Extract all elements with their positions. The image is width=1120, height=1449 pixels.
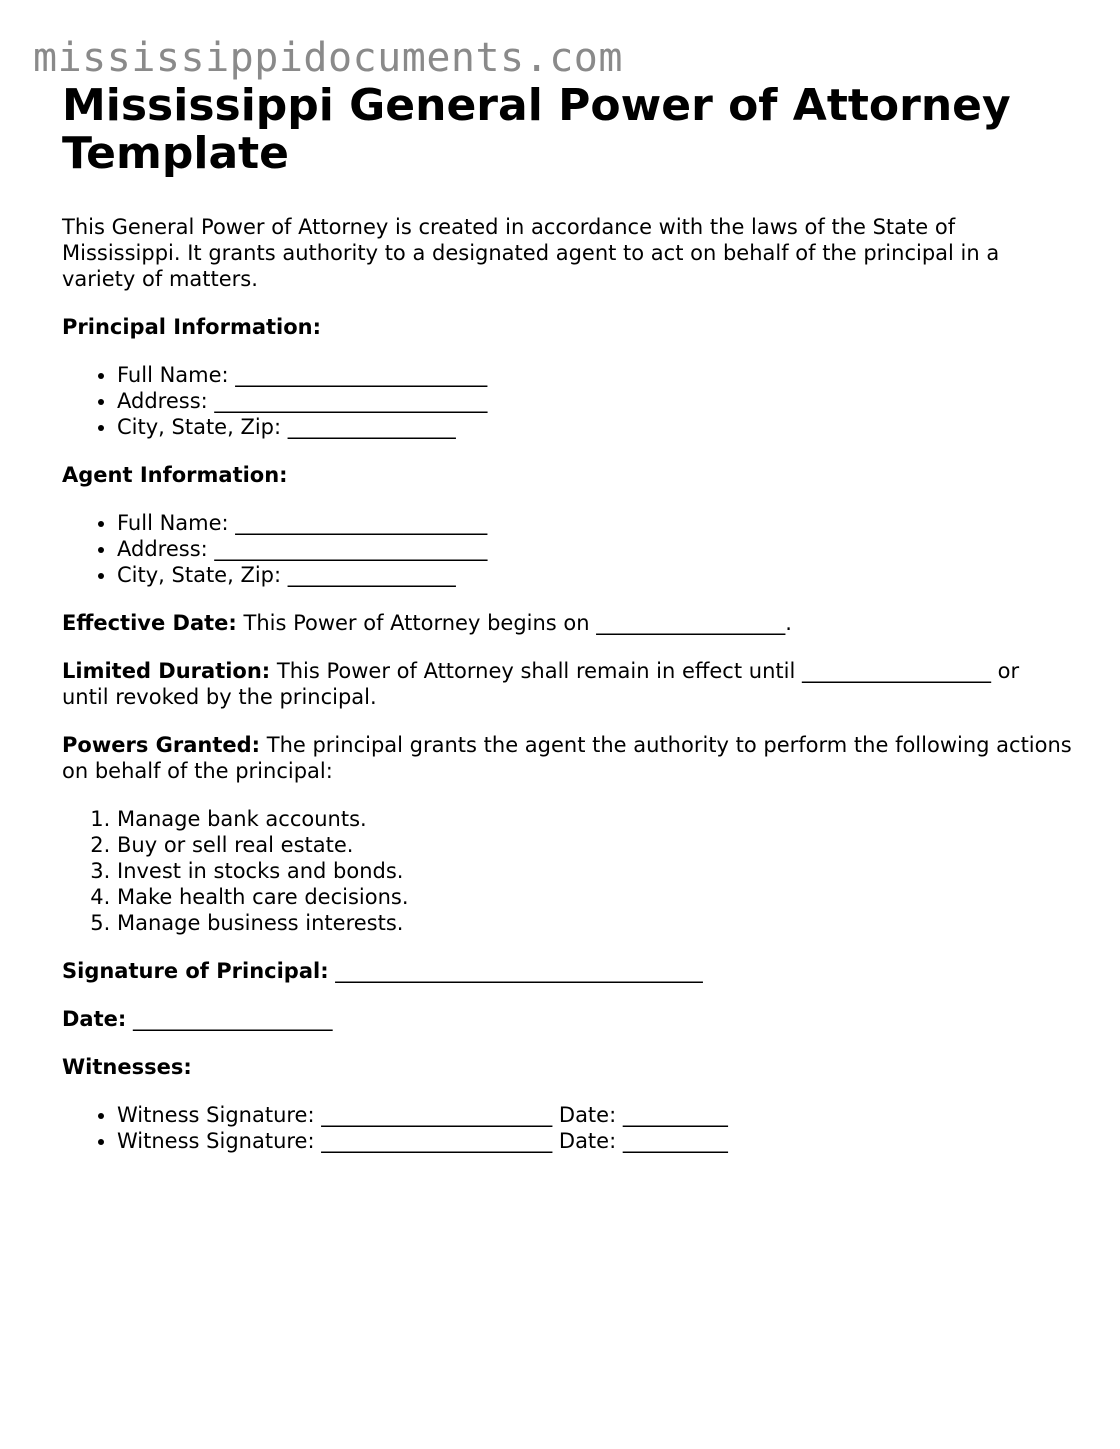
document-title: Mississippi General Power of Attorney Template xyxy=(62,80,1011,179)
agent-fields-list xyxy=(62,510,1072,588)
agent-full-name-field: • Full Name: ________________________ xyxy=(117,510,1072,536)
powers-granted-label: Powers Granted: xyxy=(62,733,261,757)
date-line xyxy=(62,1006,1072,1032)
agent-address-field: • Address: __________________________ xyxy=(117,536,1072,562)
principal-address-field: • Address: __________________________ xyxy=(117,388,1072,414)
power-item: 4. Make health care decisions. xyxy=(117,884,1072,910)
date-blank: ___________________ xyxy=(126,1007,333,1031)
principal-full-name-field: • Full Name: ________________________ xyxy=(117,362,1072,388)
principal-signature-label: Signature of Principal: xyxy=(62,959,329,983)
date-label: Date: xyxy=(62,1007,127,1031)
powers-list xyxy=(62,806,1072,936)
principal-city-state-zip-field: • City, State, Zip: ________________ xyxy=(117,414,1072,440)
principal-fields-list xyxy=(62,362,1072,440)
agent-heading: Agent Information: xyxy=(62,463,288,487)
document-page xyxy=(62,82,1072,1154)
limited-duration-label: Limited Duration: xyxy=(62,659,271,683)
effective-date-paragraph xyxy=(62,610,1072,636)
powers-granted-text: The principal grants the agent the authority to perform the following actions on behalf of the principal: xyxy=(62,733,1072,783)
agent-city-state-zip-field: • City, State, Zip: ________________ xyxy=(117,562,1072,588)
principal-heading: Principal Information: xyxy=(62,315,322,339)
witnesses-heading: Witnesses: xyxy=(62,1055,192,1079)
power-item: 1. Manage bank accounts. xyxy=(117,806,1072,832)
power-item: 5. Manage business interests. xyxy=(117,910,1072,936)
principal-signature-blank: ___________________________________ xyxy=(328,959,703,983)
principal-signature-line xyxy=(62,958,1072,984)
powers-granted-paragraph xyxy=(62,732,1072,784)
effective-date-label: Effective Date: xyxy=(62,611,237,635)
intro-paragraph: This General Power of Attorney is created in accordance with the laws of the State of Mississippi. It grants authority to a designated agent to act on behalf of the principal in a variety of matters. xyxy=(62,215,1000,291)
power-item: 2. Buy or sell real estate. xyxy=(117,832,1072,858)
site-watermark: mississippidocuments.com xyxy=(33,35,623,81)
effective-date-text: This Power of Attorney begins on __________________. xyxy=(236,611,792,635)
limited-duration-paragraph xyxy=(62,658,1072,710)
limited-duration-text: This Power of Attorney shall remain in effect until __________________ or until revoked by the principal. xyxy=(62,659,1020,709)
power-item: 3. Invest in stocks and bonds. xyxy=(117,858,1072,884)
witness-signature-line: • Witness Signature: ______________________ Date: __________ xyxy=(117,1102,1072,1128)
witnesses-list xyxy=(62,1102,1072,1154)
witness-signature-line: • Witness Signature: ______________________ Date: __________ xyxy=(117,1128,1072,1154)
